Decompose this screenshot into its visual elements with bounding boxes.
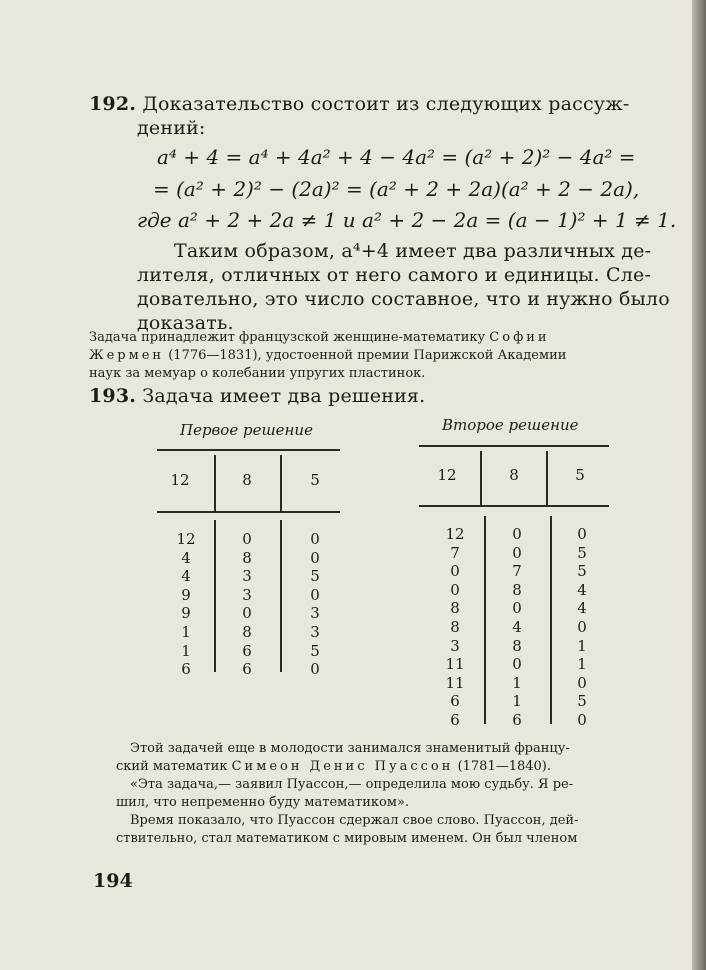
- problem-192-line-1: 192. Доказательство состоит из следующих рассуж-: [89, 93, 630, 115]
- second-table-divider-2: [546, 451, 548, 505]
- second-table-top-rule: [419, 445, 609, 447]
- table-cell: 4: [577, 580, 587, 599]
- second-header-5: 5: [575, 466, 585, 484]
- bottom-line-2: ский математик Симеон Денис Пуассон (1781—1840).: [116, 759, 552, 774]
- problem-192-number: 192.: [89, 93, 137, 115]
- table-cell: 7: [512, 562, 522, 581]
- first-header-12: 12: [170, 471, 190, 489]
- table-cell: 0: [512, 525, 522, 543]
- name-poisson: Симеон Денис Пуассон: [231, 759, 454, 774]
- table-cell: 1: [577, 636, 587, 655]
- note-line-3: наук за мемуар о колебании упругих пластинок.: [89, 366, 426, 381]
- table-cell: 5: [577, 543, 587, 562]
- table-cell: 6: [450, 710, 460, 729]
- second-table-divider-1: [480, 451, 482, 505]
- table-cell: 0: [577, 673, 587, 692]
- table-cell: 8: [242, 622, 252, 641]
- first-table-divider-2: [280, 455, 282, 511]
- table-cell: 4: [181, 548, 191, 567]
- conclusion-line-2: лителя, отличных от него самого и единицы. Сле-: [137, 264, 652, 286]
- table-cell: 8: [450, 599, 460, 618]
- name-sophie: Софии: [489, 330, 550, 345]
- conclusion-line-4: доказать.: [137, 312, 234, 334]
- table-cell: 1: [577, 655, 587, 674]
- table-cell: 0: [577, 617, 587, 636]
- second-header-8: 8: [509, 466, 519, 484]
- note-line-2: Жермен (1776—1831), удостоенной премии Парижской Академии: [89, 348, 567, 363]
- table-cell: 9: [181, 604, 191, 623]
- table-cell: 6: [181, 660, 191, 679]
- table-cell: 11: [445, 673, 465, 692]
- page-edge-shadow: [692, 0, 706, 970]
- table-cell: 1: [512, 673, 522, 692]
- table-cell: 3: [450, 636, 460, 655]
- first-column-5: [301, 530, 329, 679]
- table-cell: 0: [577, 710, 587, 729]
- page-number: 194: [93, 870, 133, 892]
- table-cell: 0: [242, 530, 252, 548]
- table-cell: 0: [242, 604, 252, 623]
- first-header-5: 5: [310, 471, 320, 489]
- problem-192-line-2: дений:: [137, 117, 206, 139]
- table-cell: 11: [445, 655, 465, 674]
- bottom-line-5: Время показало, что Пуассон сдержал свое слово. Пуассон, дей-: [130, 813, 579, 828]
- table-cell: 0: [512, 599, 522, 618]
- table-cell: 6: [242, 641, 252, 660]
- name-germain: Жермен: [89, 348, 165, 363]
- table-cell: 4: [181, 567, 191, 586]
- first-solution-title: Первое решение: [180, 421, 313, 439]
- table-cell: 1: [181, 622, 191, 641]
- bottom-line-1: Этой задачей еще в молодости занимался знаменитый францу-: [130, 741, 570, 756]
- table-cell: 4: [512, 617, 522, 636]
- table-cell: 12: [445, 525, 465, 543]
- table-cell: 6: [512, 710, 522, 729]
- table-cell: 5: [310, 567, 320, 586]
- table-cell: 3: [242, 585, 252, 604]
- second-table-divider-3: [484, 516, 486, 724]
- conclusion-line-1: Таким образом, a⁴+4 имеет два различных де-: [174, 240, 652, 262]
- table-cell: 3: [310, 622, 320, 641]
- problem-193-line: 193. Задача имеет два решения.: [89, 385, 426, 407]
- second-header-12: 12: [437, 466, 457, 484]
- second-column-8: [503, 525, 531, 730]
- table-cell: 0: [310, 548, 320, 567]
- second-solution-title: Второе решение: [442, 416, 579, 434]
- table-cell: 0: [310, 585, 320, 604]
- table-cell: 8: [242, 548, 252, 567]
- table-cell: 3: [310, 604, 320, 623]
- table-cell: 1: [181, 641, 191, 660]
- equation-2: = (a² + 2)² − (2a)² = (a² + 2 + 2a)(a² + 2 − 2a),: [153, 177, 640, 201]
- first-column-8: [233, 530, 261, 679]
- table-cell: 6: [242, 660, 252, 679]
- second-column-5: [568, 525, 596, 730]
- second-table-header-rule: [419, 505, 609, 507]
- table-cell: 0: [310, 530, 320, 548]
- table-cell: 4: [577, 599, 587, 618]
- second-table-divider-4: [550, 516, 552, 724]
- note-line-1: Задача принадлежит французской женщине-математику Софии: [89, 330, 550, 345]
- equation-3: где a² + 2 + 2a ≠ 1 и a² + 2 − 2a = (a − 1)² + 1 ≠ 1.: [137, 208, 677, 232]
- table-cell: 7: [450, 543, 460, 562]
- table-cell: 6: [450, 692, 460, 711]
- table-cell: 8: [512, 580, 522, 599]
- table-cell: 12: [176, 530, 196, 548]
- problem-193-number: 193.: [89, 385, 137, 407]
- table-cell: 5: [577, 692, 587, 711]
- table-cell: 8: [450, 617, 460, 636]
- first-column-12: [172, 530, 200, 679]
- table-cell: 8: [512, 636, 522, 655]
- table-cell: 0: [512, 655, 522, 674]
- first-header-8: 8: [242, 471, 252, 489]
- conclusion-line-3: довательно, это число составное, что и нужно было: [137, 288, 670, 310]
- first-table-top-rule: [157, 449, 340, 451]
- bottom-line-4: шил, что непременно буду математиком».: [116, 795, 410, 810]
- first-table-header-rule: [157, 511, 340, 513]
- table-cell: 0: [577, 525, 587, 543]
- table-cell: 9: [181, 585, 191, 604]
- table-cell: 5: [577, 562, 587, 581]
- table-cell: 0: [450, 580, 460, 599]
- bottom-line-3: «Эта задача,— заявил Пуассон,— определила мою судьбу. Я ре-: [130, 777, 574, 792]
- first-table-divider-1: [214, 455, 216, 511]
- table-cell: 0: [450, 562, 460, 581]
- table-cell: 3: [242, 567, 252, 586]
- second-column-12: [441, 525, 469, 730]
- first-table-divider-4: [280, 520, 282, 672]
- table-cell: 1: [512, 692, 522, 711]
- table-cell: 0: [310, 660, 320, 679]
- bottom-line-6: ствительно, стал математиком с мировым именем. Он был членом: [116, 831, 578, 846]
- table-cell: 0: [512, 543, 522, 562]
- table-cell: 5: [310, 641, 320, 660]
- equation-1: a⁴ + 4 = a⁴ + 4a² + 4 − 4a² = (a² + 2)² − 4a² =: [157, 145, 636, 169]
- first-table-divider-3: [214, 520, 216, 672]
